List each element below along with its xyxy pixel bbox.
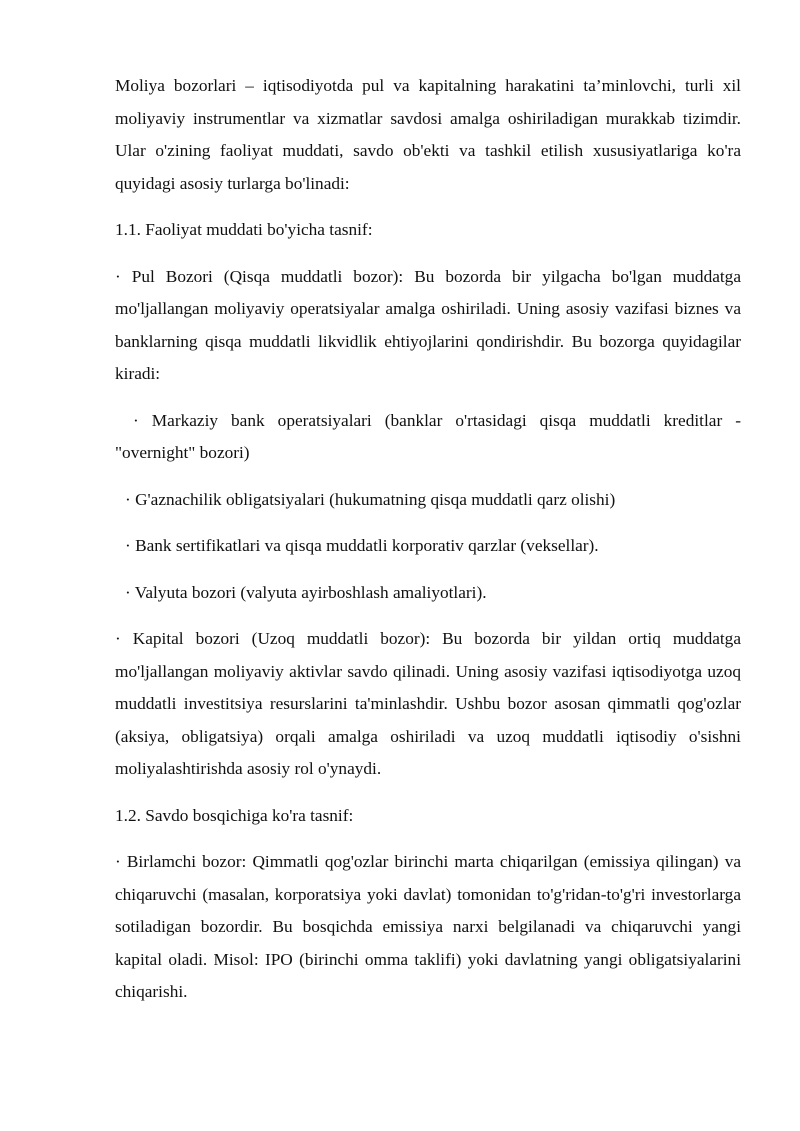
- list-item: · Markaziy bank operatsiyalari (banklar o'rtasidagi qisqa muddatli kreditlar - "overnight" bozori): [115, 410, 741, 462]
- capital-market-paragraph: · Kapital bozori (Uzoq muddatli bozor): Bu bozorda bir yildan ortiq muddatga mo'ljallangan moliyaviy aktivlar savdo qilinadi. Uning asosiy vazifasi iqtisodiyotga uzoq muddatli investitsiya resurslarini ta'minlashdir. Ushbu bozor asosan qimmatli qog'ozlar (aksiya, obligatsiya) orqali amalga oshiriladi va uzoq muddatli iqtisodiy o'sishni moliyalashtirishda asosiy rol o'ynaydi.: [115, 629, 741, 778]
- document-page: [115, 70, 741, 1023]
- section-1-heading: 1.1. Faoliyat muddati bo'yicha tasnif:: [115, 220, 373, 239]
- section-2-heading: 1.2. Savdo bosqichiga ko'ra tasnif:: [115, 805, 354, 825]
- money-market-paragraph: · Pul Bozori (Qisqa muddatli bozor): Bu bozorda bir yilgacha bo'lgan muddatga mo'ljallangan moliyaviy operatsiyalar amalga oshiriladi. Uning asosiy vazifasi biznes va banklarning qisqa muddatli likvidlik ehtiyojlarini qondirishdir. Bu bozorga quyidagilar kiradi:: [115, 266, 741, 383]
- list-item: · Bank sertifikatlari va qisqa muddatli korporativ qarzlar (veksellar).: [125, 536, 599, 555]
- list-item: · Valyuta bozori (valyuta ayirboshlash amaliyotlari).: [125, 582, 487, 602]
- intro-paragraph: Moliya bozorlari – iqtisodiyotda pul va kapitalning harakatini ta’minlovchi, turli xil moliyaviy instrumentlar va xizmatlar savdosi amalga oshiriladigan murakkab tizimdir. Ular o'zining faoliyat muddati, savdo ob'ekti va tashkil etilish xususiyatlariga ko'ra quyidagi asosiy turlarga bo'linadi:: [115, 76, 741, 193]
- primary-market-paragraph: · Birlamchi bozor: Qimmatli qog'ozlar birinchi marta chiqarilgan (emissiya qilingan) va chiqaruvchi (masalan, korporatsiya yoki davlat) tomonidan to'g'ridan-to'g'ri investorlarga sotiladigan bozordir. Bu bosqichda emissiya narxi belgilanadi va chiqaruvchi yangi kapital oladi. Misol: IPO (birinchi omma taklifi) yoki davlatning yangi obligatsiyalarini chiqarishi.: [115, 852, 741, 1001]
- list-item: · G'aznachilik obligatsiyalari (hukumatning qisqa muddatli qarz olishi): [125, 489, 616, 509]
